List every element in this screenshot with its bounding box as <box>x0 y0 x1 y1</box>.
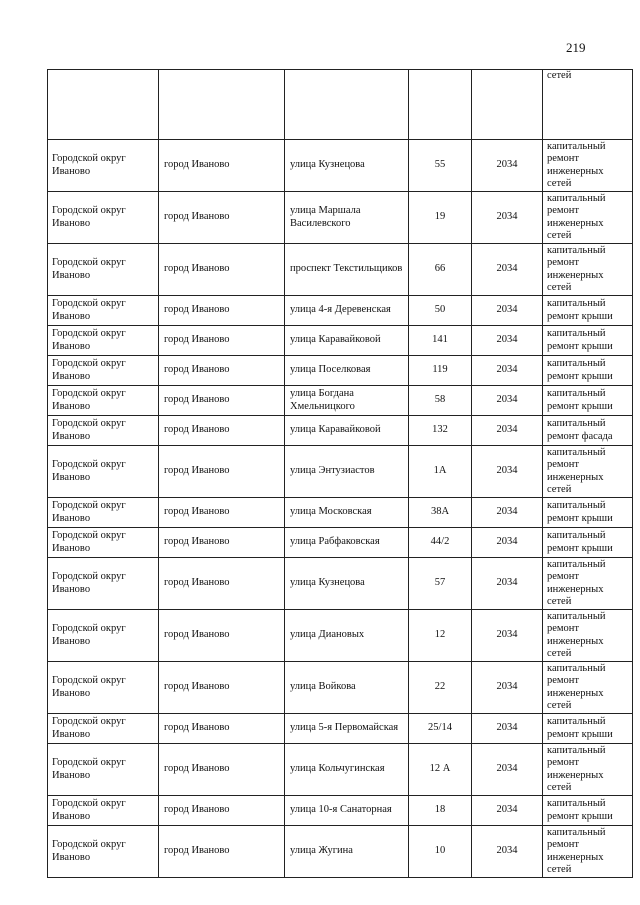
settlement-cell: город Иваново <box>159 498 285 528</box>
year-cell: 2034 <box>472 498 543 528</box>
street-cell: улица Поселковая <box>285 356 409 386</box>
municipality-cell: Городской округ Иваново <box>48 244 159 296</box>
table-row <box>48 356 633 386</box>
house-number-cell: 25/14 <box>409 714 472 744</box>
house-number-cell: 57 <box>409 558 472 610</box>
house-number-cell: 119 <box>409 356 472 386</box>
work-type-cell: капитальный ремонт крыши <box>543 796 633 826</box>
settlement-cell: город Иваново <box>159 528 285 558</box>
settlement-cell: город Иваново <box>159 192 285 244</box>
table-row <box>48 744 633 796</box>
settlement-cell: город Иваново <box>159 610 285 662</box>
municipality-cell: Городской округ Иваново <box>48 386 159 416</box>
municipality-cell: Городской округ Иваново <box>48 744 159 796</box>
year-cell: 2034 <box>472 796 543 826</box>
work-type-cell: капитальный ремонт инженерных сетей <box>543 744 633 796</box>
municipality-cell: Городской округ Иваново <box>48 356 159 386</box>
municipality-cell: Городской округ Иваново <box>48 714 159 744</box>
street-cell <box>285 70 409 140</box>
settlement-cell: город Иваново <box>159 796 285 826</box>
table-row <box>48 140 633 192</box>
year-cell: 2034 <box>472 528 543 558</box>
settlement-cell: город Иваново <box>159 826 285 878</box>
year-cell <box>472 70 543 140</box>
street-cell: улица Богдана Хмельницкого <box>285 386 409 416</box>
street-cell: улица Кузнецова <box>285 140 409 192</box>
work-type-cell: капитальный ремонт инженерных сетей <box>543 192 633 244</box>
table-row <box>48 296 633 326</box>
work-type-cell: капитальный ремонт инженерных сетей <box>543 446 633 498</box>
municipality-cell: Городской округ Иваново <box>48 296 159 326</box>
settlement-cell: город Иваново <box>159 446 285 498</box>
house-number-cell: 141 <box>409 326 472 356</box>
year-cell: 2034 <box>472 192 543 244</box>
year-cell: 2034 <box>472 826 543 878</box>
work-type-cell: сетей <box>543 70 633 140</box>
house-number-cell: 1А <box>409 446 472 498</box>
municipality-cell: Городской округ Иваново <box>48 446 159 498</box>
year-cell: 2034 <box>472 244 543 296</box>
year-cell: 2034 <box>472 386 543 416</box>
work-type-cell: капитальный ремонт крыши <box>543 386 633 416</box>
work-type-cell: капитальный ремонт инженерных сетей <box>543 140 633 192</box>
street-cell: улица Кольчугинская <box>285 744 409 796</box>
work-type-cell: капитальный ремонт крыши <box>543 326 633 356</box>
street-cell: улица 10-я Санаторная <box>285 796 409 826</box>
municipality-cell: Городской округ Иваново <box>48 140 159 192</box>
year-cell: 2034 <box>472 356 543 386</box>
house-number-cell: 58 <box>409 386 472 416</box>
repair-schedule-table <box>47 69 633 878</box>
street-cell: улица Жугина <box>285 826 409 878</box>
work-type-cell: капитальный ремонт крыши <box>543 296 633 326</box>
municipality-cell: Городской округ Иваново <box>48 662 159 714</box>
table-row <box>48 244 633 296</box>
settlement-cell: город Иваново <box>159 244 285 296</box>
year-cell: 2034 <box>472 326 543 356</box>
table-row <box>48 416 633 446</box>
table-row <box>48 528 633 558</box>
municipality-cell: Городской округ Иваново <box>48 416 159 446</box>
street-cell: улица Рабфаковская <box>285 528 409 558</box>
municipality-cell: Городской округ Иваново <box>48 498 159 528</box>
table-row <box>48 826 633 878</box>
street-cell: улица Каравайковой <box>285 416 409 446</box>
municipality-cell: Городской округ Иваново <box>48 610 159 662</box>
work-type-cell: капитальный ремонт крыши <box>543 528 633 558</box>
settlement-cell: город Иваново <box>159 558 285 610</box>
house-number-cell: 18 <box>409 796 472 826</box>
table-row <box>48 558 633 610</box>
work-type-cell: капитальный ремонт крыши <box>543 714 633 744</box>
year-cell: 2034 <box>472 744 543 796</box>
municipality-cell: Городской округ Иваново <box>48 826 159 878</box>
table-row <box>48 326 633 356</box>
year-cell: 2034 <box>472 296 543 326</box>
street-cell: улица Энтузиастов <box>285 446 409 498</box>
settlement-cell: город Иваново <box>159 140 285 192</box>
street-cell: улица 4-я Деревенская <box>285 296 409 326</box>
table-row <box>48 446 633 498</box>
work-type-cell: капитальный ремонт инженерных сетей <box>543 662 633 714</box>
work-type-cell: капитальный ремонт инженерных сетей <box>543 558 633 610</box>
street-cell: улица Маршала Василевского <box>285 192 409 244</box>
table-row <box>48 610 633 662</box>
year-cell: 2034 <box>472 662 543 714</box>
work-type-cell: капитальный ремонт фасада <box>543 416 633 446</box>
street-cell: улица Каравайковой <box>285 326 409 356</box>
work-type-cell: капитальный ремонт крыши <box>543 356 633 386</box>
year-cell: 2034 <box>472 558 543 610</box>
municipality-cell: Городской округ Иваново <box>48 558 159 610</box>
house-number-cell: 50 <box>409 296 472 326</box>
settlement-cell: город Иваново <box>159 386 285 416</box>
house-number-cell: 19 <box>409 192 472 244</box>
house-number-cell: 12 А <box>409 744 472 796</box>
settlement-cell: город Иваново <box>159 714 285 744</box>
house-number-cell: 66 <box>409 244 472 296</box>
work-type-cell: капитальный ремонт инженерных сетей <box>543 826 633 878</box>
table-row <box>48 70 633 140</box>
table-row <box>48 662 633 714</box>
year-cell: 2034 <box>472 446 543 498</box>
settlement-cell: город Иваново <box>159 296 285 326</box>
house-number-cell <box>409 70 472 140</box>
house-number-cell: 12 <box>409 610 472 662</box>
house-number-cell: 10 <box>409 826 472 878</box>
settlement-cell: город Иваново <box>159 416 285 446</box>
house-number-cell: 44/2 <box>409 528 472 558</box>
street-cell: проспект Текстильщиков <box>285 244 409 296</box>
page-number: 219 <box>566 40 586 55</box>
table-row <box>48 498 633 528</box>
street-cell: улица Войкова <box>285 662 409 714</box>
settlement-cell: город Иваново <box>159 326 285 356</box>
street-cell: улица Кузнецова <box>285 558 409 610</box>
settlement-cell: город Иваново <box>159 662 285 714</box>
settlement-cell: город Иваново <box>159 356 285 386</box>
house-number-cell: 22 <box>409 662 472 714</box>
street-cell: улица 5-я Первомайская <box>285 714 409 744</box>
house-number-cell: 38А <box>409 498 472 528</box>
municipality-cell: Городской округ Иваново <box>48 326 159 356</box>
municipality-cell <box>48 70 159 140</box>
municipality-cell: Городской округ Иваново <box>48 528 159 558</box>
year-cell: 2034 <box>472 416 543 446</box>
table-row <box>48 796 633 826</box>
table-row <box>48 714 633 744</box>
street-cell: улица Диановых <box>285 610 409 662</box>
work-type-cell: капитальный ремонт инженерных сетей <box>543 244 633 296</box>
year-cell: 2034 <box>472 714 543 744</box>
house-number-cell: 55 <box>409 140 472 192</box>
municipality-cell: Городской округ Иваново <box>48 796 159 826</box>
municipality-cell: Городской округ Иваново <box>48 192 159 244</box>
year-cell: 2034 <box>472 610 543 662</box>
settlement-cell <box>159 70 285 140</box>
work-type-cell: капитальный ремонт инженерных сетей <box>543 610 633 662</box>
settlement-cell: город Иваново <box>159 744 285 796</box>
house-number-cell: 132 <box>409 416 472 446</box>
street-cell: улица Московская <box>285 498 409 528</box>
year-cell: 2034 <box>472 140 543 192</box>
table-row <box>48 386 633 416</box>
table-row <box>48 192 633 244</box>
work-type-cell: капитальный ремонт крыши <box>543 498 633 528</box>
